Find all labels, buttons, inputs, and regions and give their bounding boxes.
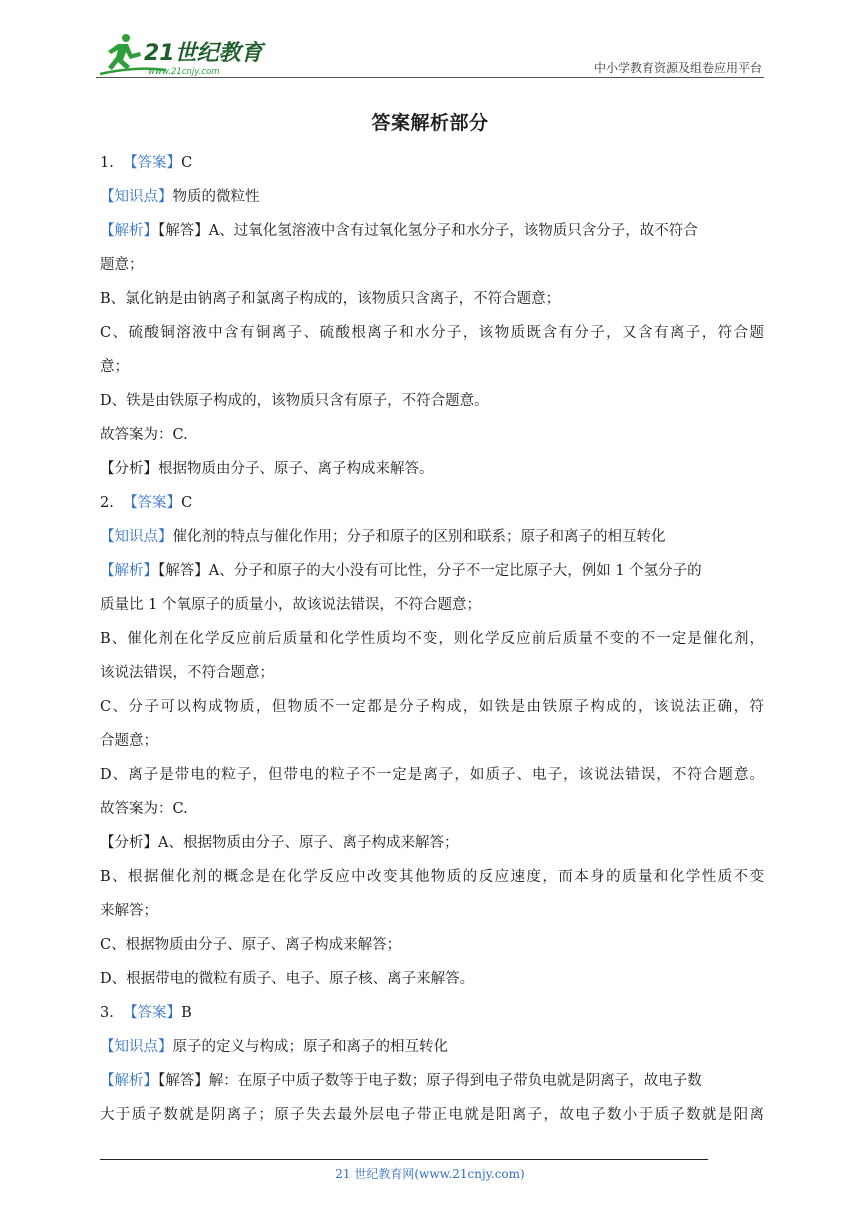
paragraph-text: 故答案为：C. [100,801,188,817]
text-line [100,622,764,656]
text-line [100,384,764,418]
text-line [100,418,764,452]
paragraph-text: 合题意； [100,733,158,749]
text-line [100,248,764,282]
page-header [96,28,764,84]
text-line [100,1098,764,1132]
answer-line [100,996,764,1030]
paragraph-text: 【分析】根据物质由分子、原子、离子构成来解答。 [100,461,434,477]
platform-name: 中小学教育资源及组卷应用平台 [593,61,762,75]
answer-value: C [181,495,193,511]
paragraph-text: B、氯化钠是由钠离子和氯离子构成的，该物质只含离子，不符合题意； [100,291,561,307]
knowledge-point-line [100,180,764,214]
answer-tag: 【答案】 [123,1005,182,1021]
paragraph-text: D、铁是由铁原子构成的，该物质只含有原子，不符合题意。 [100,393,489,409]
analysis-tag: 【解析】 [100,1073,158,1089]
paragraph-text: B、根据催化剂的概念是在化学反应中改变其他物质的反应速度，而本身的质量和化学性质不变 [100,869,764,885]
answer-content [100,146,764,1132]
paragraph-text: 故答案为：C. [100,427,188,443]
paragraph-text: C、根据物质由分子、原子、离子构成来解答； [100,937,402,953]
text-line [100,724,764,758]
paragraph-text: 大于质子数就是阴离子；原子失去最外层电子带正电就是阳离子，故电子数小于质子数就是阳离 [100,1107,764,1123]
footer-link[interactable]: 21 世纪教育网(www.21cnjy.com) [335,1167,525,1181]
paragraph-text: B、催化剂在化学反应前后质量和化学性质均不变，则化学反应前后质量不变的不一定是催化剂， [100,631,764,647]
paragraph-text: 来解答； [100,903,158,919]
page-title: 答案解析部分 [371,112,489,134]
solution-tag: 【解答】 [158,563,209,579]
paragraph-text: 【分析】A、根据物质由分子、原子、离子构成来解答； [100,835,459,851]
paragraph-text: C、硫酸铜溶液中含有铜离子、硫酸根离子和水分子，该物质既含有分子，又含有离子，符合题 [100,325,764,341]
knowledge-tag: 【知识点】 [100,1039,173,1055]
analysis-line [100,1064,764,1098]
analysis-text: A、过氧化氢溶液中含有过氧化氢分子和水分子，该物质只含分子，故不符合 [208,223,698,239]
knowledge-text: 物质的微粒性 [172,189,260,205]
knowledge-text: 原子的定义与构成；原子和离子的相互转化 [172,1039,448,1055]
paragraph-text: C、分子可以构成物质，但物质不一定都是分子构成，如铁是由铁原子构成的，该说法正确，符 [100,699,764,715]
text-line [100,350,764,384]
paragraph-text: D、根据带电的微粒有质子、电子、原子核、离子来解答。 [100,971,475,987]
logo-url-text: www.21cnjy.com [148,67,220,77]
analysis-text: A、分子和原子的大小没有可比性，分子不一定比原子大，例如 1 个氢分子的 [208,563,702,579]
knowledge-tag: 【知识点】 [100,529,173,545]
text-line [100,588,764,622]
analysis-line [100,214,764,248]
header-divider [96,77,764,78]
paragraph-text: 质量比 1 个氧原子的质量小，故该说法错误，不符合题意； [100,597,481,613]
question-number: 2. [100,495,114,511]
text-line [100,452,764,486]
analysis-line [100,554,764,588]
text-line [100,826,764,860]
answer-tag: 【答案】 [123,495,182,511]
analysis-tag: 【解析】 [100,563,158,579]
solution-tag: 【解答】 [158,1073,209,1089]
text-line [100,758,764,792]
solution-tag: 【解答】 [158,223,209,239]
text-line [100,656,764,690]
knowledge-tag: 【知识点】 [100,189,173,205]
text-line [100,690,764,724]
text-line [100,316,764,350]
text-line [100,962,764,996]
answer-value: B [181,1005,192,1021]
answer-line [100,486,764,520]
answer-line [100,146,764,180]
paragraph-text: 该说法错误，不符合题意； [100,665,274,681]
paragraph-text: D、离子是带电的粒子，但带电的粒子不一定是离子，如质子、电子，该说法错误，不符合题意。 [100,767,764,783]
question-number: 1. [100,155,114,171]
paragraph-text: 意； [100,359,129,375]
brand-logo [96,30,266,78]
text-line [100,894,764,928]
text-line [100,792,764,826]
text-line [100,928,764,962]
knowledge-point-line [100,1030,764,1064]
analysis-tag: 【解析】 [100,223,158,239]
text-line [100,282,764,316]
analysis-text: 解：在原子中质子数等于电子数；原子得到电子带负电就是阴离子，故电子数 [208,1073,702,1089]
answer-tag: 【答案】 [123,155,182,171]
knowledge-text: 催化剂的特点与催化作用；分子和原子的区别和联系；原子和离子的相互转化 [172,529,666,545]
logo-text: 21世纪教育 [144,41,263,66]
answer-value: C [181,155,193,171]
knowledge-point-line [100,520,764,554]
paragraph-text: 题意； [100,257,144,273]
footer-divider [100,1159,708,1160]
question-number: 3. [100,1005,114,1021]
text-line [100,860,764,894]
